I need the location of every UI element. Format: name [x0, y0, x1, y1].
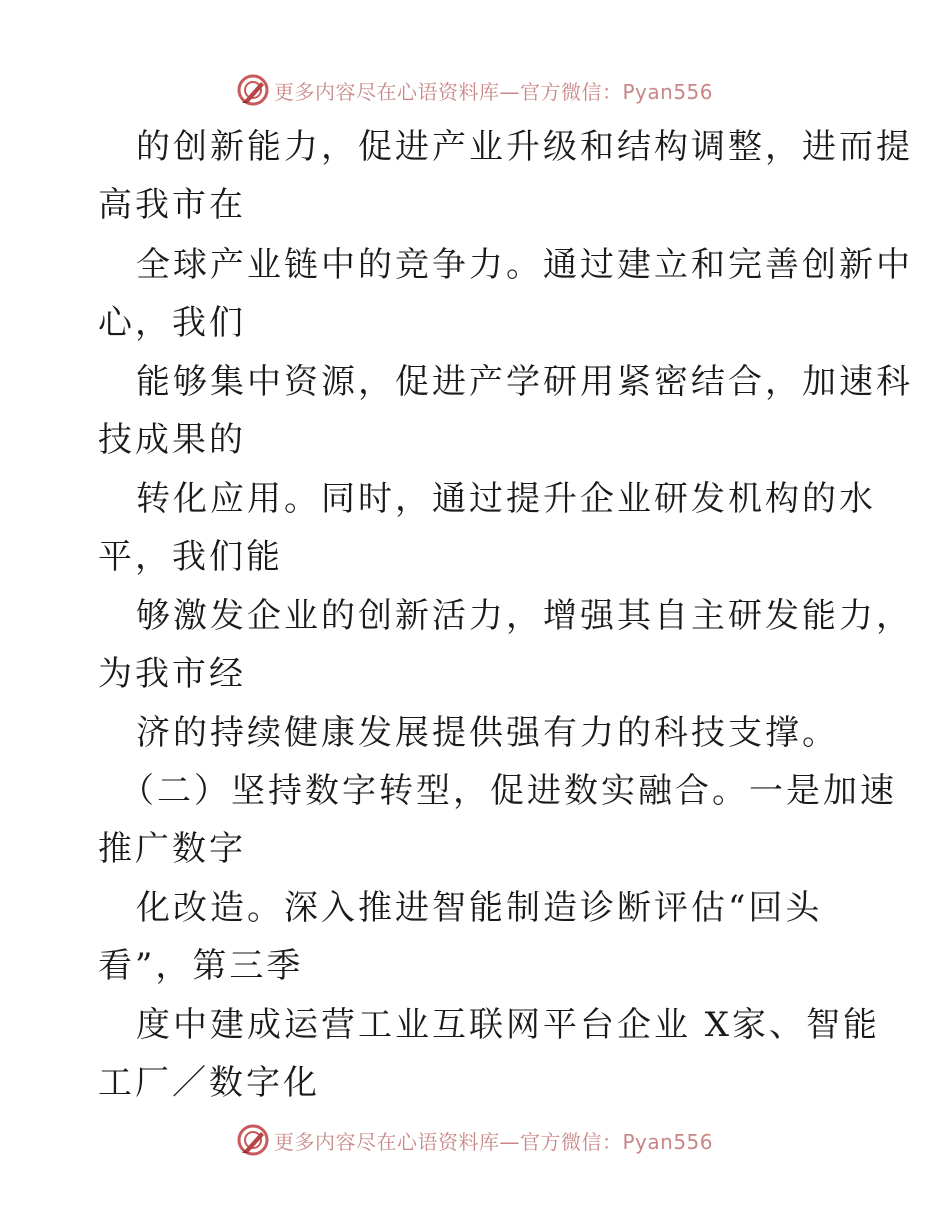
pen-logo-icon — [236, 1123, 270, 1157]
text-line: 能够集中资源，促进产学研用紧密结合，加速科 — [136, 362, 913, 402]
text-line: 为我市经 — [98, 654, 246, 694]
text-line: 转化应用。同时，通过提升企业研发机构的水 — [136, 479, 876, 519]
header-watermark — [236, 70, 713, 110]
text-line: 工厂／数字化 — [98, 1063, 320, 1103]
text-line: 全球产业链中的竞争力。通过建立和完善创新中 — [136, 245, 913, 285]
text-line: 化改造。深入推进智能制造诊断评估“回头 — [136, 888, 823, 928]
text-line: 推广数字 — [98, 829, 246, 869]
text-line: 够激发企业的创新活力，增强其自主研发能力， — [136, 596, 913, 636]
pen-logo-icon — [236, 73, 270, 107]
text-line: 技成果的 — [98, 420, 246, 460]
watermark-text: 更多内容尽在心语资料库—官方微信：Pyan556 — [274, 1129, 714, 1154]
text-line: 看”，第三季 — [98, 946, 304, 986]
text-line: 平，我们能 — [98, 537, 283, 577]
footer-watermark — [236, 1120, 713, 1160]
text-line: （二）坚持数字转型，促进数实融合。一是加速 — [120, 771, 897, 811]
text-line: 济的持续健康发展提供强有力的科技支撑。 — [136, 713, 839, 753]
text-line: 的创新能力，促进产业升级和结构调整，进而提 — [136, 127, 913, 167]
watermark-text: 更多内容尽在心语资料库—官方微信：Pyan556 — [274, 79, 714, 104]
text-line: 高我市在 — [98, 185, 246, 225]
text-line: 心，我们 — [98, 303, 246, 343]
text-line: 度中建成运营工业互联网平台企业 X家、智能 — [136, 1005, 881, 1045]
